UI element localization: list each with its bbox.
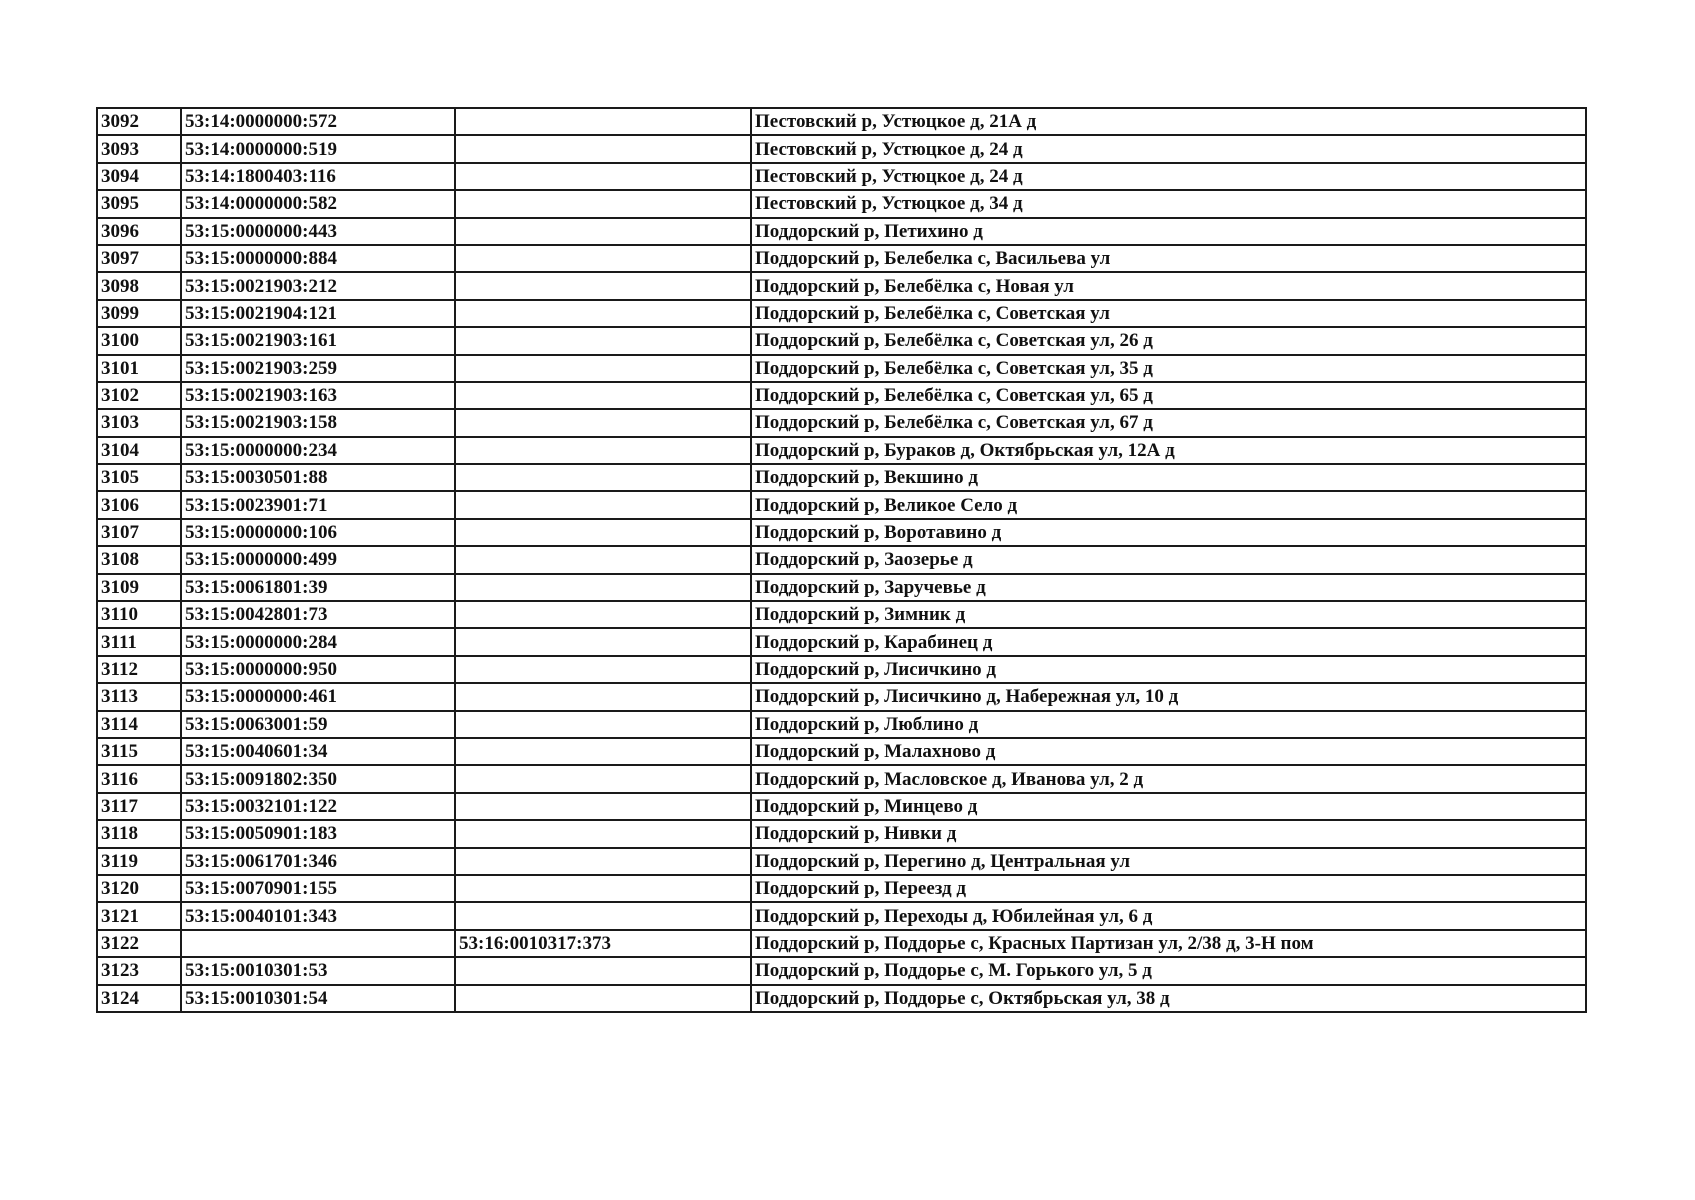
cadastral-number-cell: 53:15:0021903:259: [181, 355, 455, 382]
building-cadastral-number-cell: [455, 519, 751, 546]
cadastral-number-cell: 53:15:0040601:34: [181, 738, 455, 765]
address-cell: Поддорский р, Великое Село д: [751, 491, 1586, 518]
cadastral-number-cell: 53:15:0000000:884: [181, 245, 455, 272]
table-row: [97, 738, 1586, 765]
address-cell: Пестовский р, Устюцкое д, 34 д: [751, 190, 1586, 217]
table-row: [97, 546, 1586, 573]
building-cadastral-number-cell: [455, 464, 751, 491]
row-number-cell: 3124: [97, 985, 181, 1012]
row-number-cell: 3105: [97, 464, 181, 491]
building-cadastral-number-cell: [455, 985, 751, 1012]
address-cell: Поддорский р, Петихино д: [751, 218, 1586, 245]
building-cadastral-number-cell: [455, 108, 751, 135]
cadastral-number-cell: 53:15:0000000:950: [181, 656, 455, 683]
building-cadastral-number-cell: [455, 793, 751, 820]
address-cell: Пестовский р, Устюцкое д, 24 д: [751, 163, 1586, 190]
row-number-cell: 3111: [97, 628, 181, 655]
building-cadastral-number-cell: [455, 601, 751, 628]
address-cell: Поддорский р, Зимник д: [751, 601, 1586, 628]
table-row: [97, 902, 1586, 929]
row-number-cell: 3107: [97, 519, 181, 546]
cadastral-number-cell: 53:15:0030501:88: [181, 464, 455, 491]
table-row: [97, 464, 1586, 491]
row-number-cell: 3099: [97, 300, 181, 327]
row-number-cell: 3108: [97, 546, 181, 573]
row-number-cell: 3120: [97, 875, 181, 902]
cadastral-number-cell: 53:14:0000000:519: [181, 135, 455, 162]
cadastral-number-cell: 53:15:0021903:163: [181, 382, 455, 409]
table-row: [97, 628, 1586, 655]
cadastral-number-cell: 53:15:0021904:121: [181, 300, 455, 327]
address-cell: Пестовский р, Устюцкое д, 24 д: [751, 135, 1586, 162]
building-cadastral-number-cell: [455, 327, 751, 354]
address-cell: Поддорский р, Перегино д, Центральная ул: [751, 848, 1586, 875]
building-cadastral-number-cell: 53:16:0010317:373: [455, 930, 751, 957]
table-row: [97, 875, 1586, 902]
building-cadastral-number-cell: [455, 135, 751, 162]
building-cadastral-number-cell: [455, 546, 751, 573]
address-cell: Поддорский р, Лисичкино д, Набережная ул, 10 д: [751, 683, 1586, 710]
row-number-cell: 3103: [97, 409, 181, 436]
building-cadastral-number-cell: [455, 902, 751, 929]
cadastral-number-cell: 53:14:0000000:582: [181, 190, 455, 217]
row-number-cell: 3110: [97, 601, 181, 628]
table-row: [97, 300, 1586, 327]
address-cell: Поддорский р, Масловское д, Иванова ул, 2 д: [751, 765, 1586, 792]
table-row: [97, 765, 1586, 792]
row-number-cell: 3097: [97, 245, 181, 272]
row-number-cell: 3117: [97, 793, 181, 820]
address-cell: Поддорский р, Белебёлка с, Советская ул, 67 д: [751, 409, 1586, 436]
address-cell: Поддорский р, Минцево д: [751, 793, 1586, 820]
table-row: [97, 574, 1586, 601]
table-row: [97, 711, 1586, 738]
row-number-cell: 3118: [97, 820, 181, 847]
table-row: [97, 957, 1586, 984]
building-cadastral-number-cell: [455, 656, 751, 683]
address-cell: Пестовский р, Устюцкое д, 21А д: [751, 108, 1586, 135]
row-number-cell: 3122: [97, 930, 181, 957]
cadastral-number-cell: 53:15:0000000:499: [181, 546, 455, 573]
building-cadastral-number-cell: [455, 382, 751, 409]
table-row: [97, 409, 1586, 436]
table-row: [97, 437, 1586, 464]
registry-table: [96, 107, 1587, 1013]
building-cadastral-number-cell: [455, 957, 751, 984]
table-row: [97, 656, 1586, 683]
address-cell: Поддорский р, Белебёлка с, Новая ул: [751, 272, 1586, 299]
row-number-cell: 3100: [97, 327, 181, 354]
cadastral-number-cell: 53:15:0040101:343: [181, 902, 455, 929]
address-cell: Поддорский р, Малахново д: [751, 738, 1586, 765]
cadastral-number-cell: 53:15:0021903:212: [181, 272, 455, 299]
cadastral-number-cell: 53:15:0000000:106: [181, 519, 455, 546]
building-cadastral-number-cell: [455, 738, 751, 765]
table-row: [97, 218, 1586, 245]
address-cell: Поддорский р, Белебёлка с, Советская ул, 26 д: [751, 327, 1586, 354]
table-row: [97, 601, 1586, 628]
table-row: [97, 327, 1586, 354]
row-number-cell: 3104: [97, 437, 181, 464]
building-cadastral-number-cell: [455, 163, 751, 190]
cadastral-number-cell: 53:15:0010301:53: [181, 957, 455, 984]
cadastral-number-cell: 53:15:0032101:122: [181, 793, 455, 820]
cadastral-number-cell: 53:15:0091802:350: [181, 765, 455, 792]
address-cell: Поддорский р, Поддорье с, Красных Партизан ул, 2/38 д, 3-Н пом: [751, 930, 1586, 957]
building-cadastral-number-cell: [455, 272, 751, 299]
address-cell: Поддорский р, Белебёлка с, Советская ул: [751, 300, 1586, 327]
row-number-cell: 3095: [97, 190, 181, 217]
row-number-cell: 3116: [97, 765, 181, 792]
row-number-cell: 3096: [97, 218, 181, 245]
registry-table-body: [97, 108, 1586, 1012]
cadastral-number-cell: 53:15:0021903:158: [181, 409, 455, 436]
table-row: [97, 163, 1586, 190]
building-cadastral-number-cell: [455, 300, 751, 327]
row-number-cell: 3115: [97, 738, 181, 765]
row-number-cell: 3102: [97, 382, 181, 409]
building-cadastral-number-cell: [455, 875, 751, 902]
cadastral-number-cell: 53:15:0070901:155: [181, 875, 455, 902]
building-cadastral-number-cell: [455, 711, 751, 738]
address-cell: Поддорский р, Поддорье с, Октябрьская ул, 38 д: [751, 985, 1586, 1012]
address-cell: Поддорский р, Векшино д: [751, 464, 1586, 491]
table-row: [97, 272, 1586, 299]
building-cadastral-number-cell: [455, 574, 751, 601]
address-cell: Поддорский р, Заозерье д: [751, 546, 1586, 573]
building-cadastral-number-cell: [455, 355, 751, 382]
row-number-cell: 3101: [97, 355, 181, 382]
address-cell: Поддорский р, Переходы д, Юбилейная ул, 6 д: [751, 902, 1586, 929]
row-number-cell: 3113: [97, 683, 181, 710]
cadastral-number-cell: 53:15:0063001:59: [181, 711, 455, 738]
address-cell: Поддорский р, Карабинец д: [751, 628, 1586, 655]
table-row: [97, 519, 1586, 546]
cadastral-number-cell: 53:14:0000000:572: [181, 108, 455, 135]
building-cadastral-number-cell: [455, 437, 751, 464]
row-number-cell: 3106: [97, 491, 181, 518]
row-number-cell: 3098: [97, 272, 181, 299]
building-cadastral-number-cell: [455, 765, 751, 792]
row-number-cell: 3092: [97, 108, 181, 135]
cadastral-number-cell: 53:15:0023901:71: [181, 491, 455, 518]
table-row: [97, 355, 1586, 382]
row-number-cell: 3114: [97, 711, 181, 738]
address-cell: Поддорский р, Поддорье с, М. Горького ул, 5 д: [751, 957, 1586, 984]
table-row: [97, 108, 1586, 135]
row-number-cell: 3123: [97, 957, 181, 984]
row-number-cell: 3093: [97, 135, 181, 162]
address-cell: Поддорский р, Белебёлка с, Советская ул, 35 д: [751, 355, 1586, 382]
building-cadastral-number-cell: [455, 820, 751, 847]
table-row: [97, 190, 1586, 217]
cadastral-number-cell: 53:15:0000000:234: [181, 437, 455, 464]
address-cell: Поддорский р, Белебёлка с, Советская ул, 65 д: [751, 382, 1586, 409]
address-cell: Поддорский р, Бураков д, Октябрьская ул, 12А д: [751, 437, 1586, 464]
table-row: [97, 985, 1586, 1012]
row-number-cell: 3112: [97, 656, 181, 683]
table-row: [97, 848, 1586, 875]
building-cadastral-number-cell: [455, 848, 751, 875]
building-cadastral-number-cell: [455, 409, 751, 436]
address-cell: Поддорский р, Лисичкино д: [751, 656, 1586, 683]
row-number-cell: 3121: [97, 902, 181, 929]
building-cadastral-number-cell: [455, 628, 751, 655]
row-number-cell: 3119: [97, 848, 181, 875]
cadastral-number-cell: 53:15:0000000:461: [181, 683, 455, 710]
table-row: [97, 135, 1586, 162]
table-row: [97, 930, 1586, 957]
cadastral-number-cell: 53:14:1800403:116: [181, 163, 455, 190]
address-cell: Поддорский р, Заручевье д: [751, 574, 1586, 601]
address-cell: Поддорский р, Воротавино д: [751, 519, 1586, 546]
cadastral-number-cell: 53:15:0010301:54: [181, 985, 455, 1012]
table-row: [97, 793, 1586, 820]
building-cadastral-number-cell: [455, 683, 751, 710]
building-cadastral-number-cell: [455, 491, 751, 518]
table-row: [97, 820, 1586, 847]
building-cadastral-number-cell: [455, 190, 751, 217]
table-row: [97, 683, 1586, 710]
cadastral-number-cell: [181, 930, 455, 957]
table-row: [97, 491, 1586, 518]
cadastral-number-cell: 53:15:0061701:346: [181, 848, 455, 875]
building-cadastral-number-cell: [455, 245, 751, 272]
cadastral-number-cell: 53:15:0042801:73: [181, 601, 455, 628]
table-row: [97, 245, 1586, 272]
address-cell: Поддорский р, Переезд д: [751, 875, 1586, 902]
table-row: [97, 382, 1586, 409]
cadastral-number-cell: 53:15:0061801:39: [181, 574, 455, 601]
row-number-cell: 3109: [97, 574, 181, 601]
cadastral-number-cell: 53:15:0000000:443: [181, 218, 455, 245]
building-cadastral-number-cell: [455, 218, 751, 245]
address-cell: Поддорский р, Белебелка с, Васильева ул: [751, 245, 1586, 272]
address-cell: Поддорский р, Нивки д: [751, 820, 1586, 847]
cadastral-number-cell: 53:15:0050901:183: [181, 820, 455, 847]
cadastral-number-cell: 53:15:0000000:284: [181, 628, 455, 655]
cadastral-number-cell: 53:15:0021903:161: [181, 327, 455, 354]
row-number-cell: 3094: [97, 163, 181, 190]
address-cell: Поддорский р, Люблино д: [751, 711, 1586, 738]
